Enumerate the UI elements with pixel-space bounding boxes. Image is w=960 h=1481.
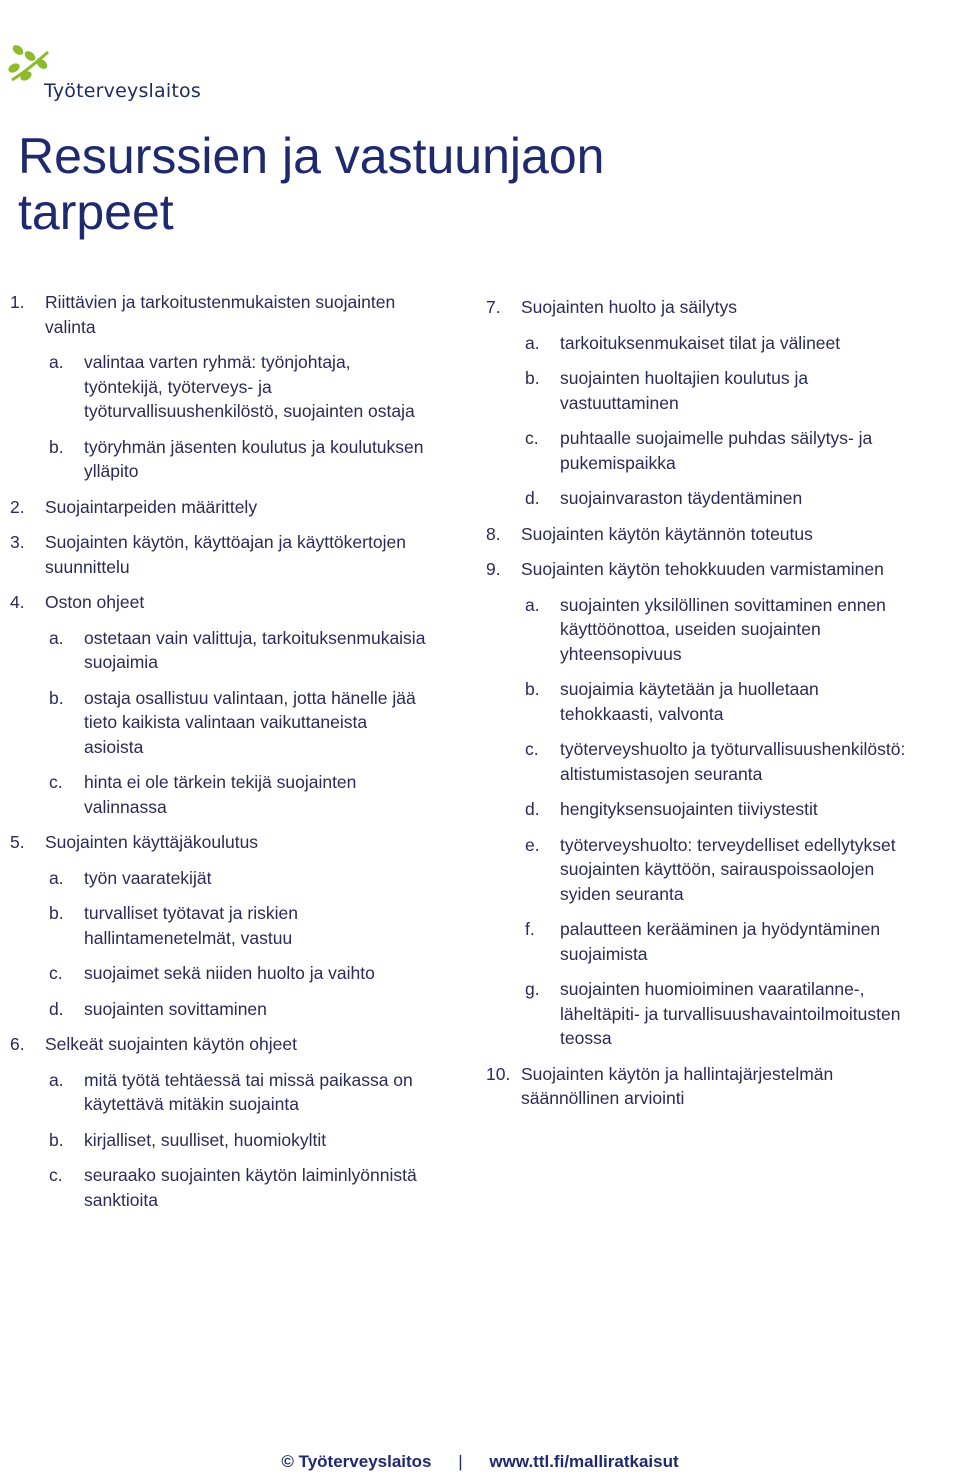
sub-item-text: palautteen kerääminen ja hyödyntäminen suojaimista bbox=[560, 919, 881, 964]
list-item bbox=[10, 830, 430, 855]
item-number: 2. bbox=[10, 496, 25, 517]
sub-item-letter: f. bbox=[525, 919, 535, 939]
sub-item-text: työn vaaratekijät bbox=[84, 867, 212, 888]
sub-item-letter: d. bbox=[525, 799, 540, 819]
sub-item bbox=[486, 366, 916, 415]
sub-item-text: turvalliset työtavat ja riskien hallintamenetelmät, vastuu bbox=[84, 903, 298, 948]
sub-item-letter: b. bbox=[49, 687, 64, 708]
sub-item-letter: g. bbox=[525, 979, 540, 999]
footer-url[interactable]: www.ttl.fi/malliratkaisut bbox=[489, 1452, 679, 1471]
footer bbox=[0, 1452, 960, 1472]
sub-item bbox=[486, 486, 916, 511]
sub-item bbox=[486, 917, 916, 966]
sub-item bbox=[10, 350, 430, 424]
sub-item bbox=[10, 770, 430, 819]
sub-item-text: puhtaalle suojaimelle puhdas säilytys- ja pukemispaikka bbox=[560, 428, 873, 473]
item-text: Oston ohjeet bbox=[45, 592, 145, 612]
sub-item-letter: c. bbox=[525, 739, 539, 759]
right-column bbox=[486, 295, 916, 1111]
item-text: Suojainten käytön käytännön toteutus bbox=[521, 523, 813, 544]
sub-item bbox=[10, 686, 430, 760]
sub-item-text: kirjalliset, suulliset, huomiokyltit bbox=[84, 1129, 327, 1150]
sub-item bbox=[10, 1163, 430, 1212]
sub-item bbox=[10, 997, 430, 1022]
sub-item-text: valintaa varten ryhmä: työnjohtaja, työntekijä, työterveys- ja työturvallisuushenkilöstö, suojainten ostaja bbox=[84, 352, 415, 421]
sub-item-text: ostetaan vain valittuja, tarkoituksenmukaisia suojaimia bbox=[84, 627, 426, 672]
list-item bbox=[10, 530, 430, 579]
sub-item-text: seuraako suojainten käytön laiminlyönnistä sanktioita bbox=[84, 1165, 417, 1210]
sub-item-letter: b. bbox=[49, 1129, 64, 1150]
sub-item-letter: a. bbox=[49, 1069, 64, 1090]
item-number: 6. bbox=[10, 1034, 25, 1054]
sub-item-letter: c. bbox=[49, 963, 63, 983]
list-item bbox=[10, 290, 430, 339]
item-number: 7. bbox=[486, 297, 501, 317]
item-number: 8. bbox=[486, 523, 501, 544]
item-text: Suojainten käytön ja hallintajärjestelmän säännöllinen arviointi bbox=[521, 1063, 834, 1108]
sub-item bbox=[486, 833, 916, 907]
sub-item bbox=[10, 435, 430, 484]
sub-item-letter: c. bbox=[49, 772, 63, 792]
item-number: 9. bbox=[486, 559, 501, 579]
sub-item-letter: c. bbox=[49, 1165, 63, 1185]
sub-item bbox=[486, 677, 916, 726]
item-text: Selkeät suojainten käytön ohjeet bbox=[45, 1034, 297, 1054]
sub-item-text: suojainvaraston täydentäminen bbox=[560, 488, 803, 508]
sub-item-text: työterveyshuolto: terveydelliset edellytykset suojainten käyttöön, sairauspoissaolojen syiden seuranta bbox=[560, 834, 896, 904]
list-item bbox=[486, 295, 916, 320]
sub-item bbox=[486, 977, 916, 1051]
sub-item-text: tarkoituksenmukaiset tilat ja välineet bbox=[560, 332, 841, 353]
list-item bbox=[486, 557, 916, 582]
sub-item-letter: b. bbox=[525, 679, 540, 699]
sub-item-text: suojaimia käytetään ja huolletaan tehokkaasti, valvonta bbox=[560, 679, 819, 724]
item-text: Suojainten huolto ja säilytys bbox=[521, 297, 737, 317]
list-item bbox=[486, 522, 916, 547]
sub-item bbox=[486, 426, 916, 475]
sub-item bbox=[10, 626, 430, 675]
sub-item-letter: a. bbox=[49, 867, 64, 888]
item-text: Suojainten käytön tehokkuuden varmistaminen bbox=[521, 559, 884, 579]
sub-item bbox=[10, 961, 430, 986]
sub-item-text: suojainten yksilöllinen sovittaminen ennen käyttöönottoa, useiden suojainten yhteensopivuus bbox=[560, 594, 886, 664]
sub-item-text: ostaja osallistuu valintaan, jotta hänelle jää tieto kaikista valintaan vaikuttaneista asioista bbox=[84, 687, 416, 757]
sub-item bbox=[10, 1128, 430, 1153]
list-item bbox=[486, 1062, 916, 1111]
item-number: 1. bbox=[10, 292, 25, 312]
sub-item bbox=[486, 593, 916, 667]
item-number: 3. bbox=[10, 532, 25, 552]
list-item bbox=[10, 495, 430, 520]
sub-item bbox=[486, 797, 916, 822]
sub-item-letter: a. bbox=[49, 352, 64, 372]
sub-item-letter: b. bbox=[49, 903, 64, 923]
item-text: Riittävien ja tarkoitustenmukaisten suojainten valinta bbox=[45, 292, 396, 337]
sub-item-letter: a. bbox=[525, 594, 540, 615]
sub-item bbox=[486, 737, 916, 786]
sub-item-text: hinta ei ole tärkein tekijä suojainten valinnassa bbox=[84, 772, 357, 817]
sub-item-letter: b. bbox=[49, 436, 64, 457]
logo-wordmark: Työterveyslaitos bbox=[44, 80, 201, 102]
sub-item-text: työterveyshuolto ja työturvallisuushenkilöstö: altistumistasojen seuranta bbox=[560, 739, 906, 784]
sub-item-text: suojainten huomioiminen vaaratilanne-, läheltäpiti- ja turvallisuushavaintoilmoitusten teossa bbox=[560, 979, 901, 1048]
sub-item-letter: c. bbox=[525, 428, 539, 448]
sub-item-text: suojainten huoltajien koulutus ja vastuuttaminen bbox=[560, 368, 809, 413]
sub-item-letter: e. bbox=[525, 834, 540, 855]
sub-item-letter: a. bbox=[525, 332, 540, 353]
sub-item-text: suojainten sovittaminen bbox=[84, 998, 267, 1019]
sub-item bbox=[486, 331, 916, 356]
item-number: 5. bbox=[10, 832, 25, 852]
sub-item bbox=[10, 866, 430, 891]
page-title: Resurssien ja vastuunjaon tarpeet bbox=[18, 128, 605, 240]
sub-item bbox=[10, 1068, 430, 1117]
left-column bbox=[10, 290, 430, 1212]
sub-item-letter: d. bbox=[525, 488, 540, 508]
sub-item-text: työryhmän jäsenten koulutus ja koulutuksen ylläpito bbox=[84, 436, 424, 481]
sub-item-letter: d. bbox=[49, 998, 64, 1019]
sub-item-text: mitä työtä tehtäessä tai missä paikassa on käytettävä mitäkin suojainta bbox=[84, 1069, 413, 1114]
list-item bbox=[10, 1032, 430, 1057]
sub-item-text: hengityksensuojainten tiiviystestit bbox=[560, 799, 818, 819]
sub-item bbox=[10, 901, 430, 950]
item-number: 10. bbox=[486, 1063, 511, 1084]
footer-copyright: © Työterveyslaitos bbox=[281, 1452, 432, 1471]
item-text: Suojainten käytön, käyttöajan ja käyttökertojen suunnittelu bbox=[45, 532, 406, 577]
item-text: Suojainten käyttäjäkoulutus bbox=[45, 832, 259, 852]
sub-item-letter: b. bbox=[525, 368, 540, 388]
footer-separator: | bbox=[458, 1452, 463, 1471]
item-number: 4. bbox=[10, 592, 25, 612]
list-item bbox=[10, 590, 430, 615]
sub-item-text: suojaimet sekä niiden huolto ja vaihto bbox=[84, 963, 375, 983]
item-text: Suojaintarpeiden määrittely bbox=[45, 496, 258, 517]
sub-item-letter: a. bbox=[49, 627, 64, 648]
